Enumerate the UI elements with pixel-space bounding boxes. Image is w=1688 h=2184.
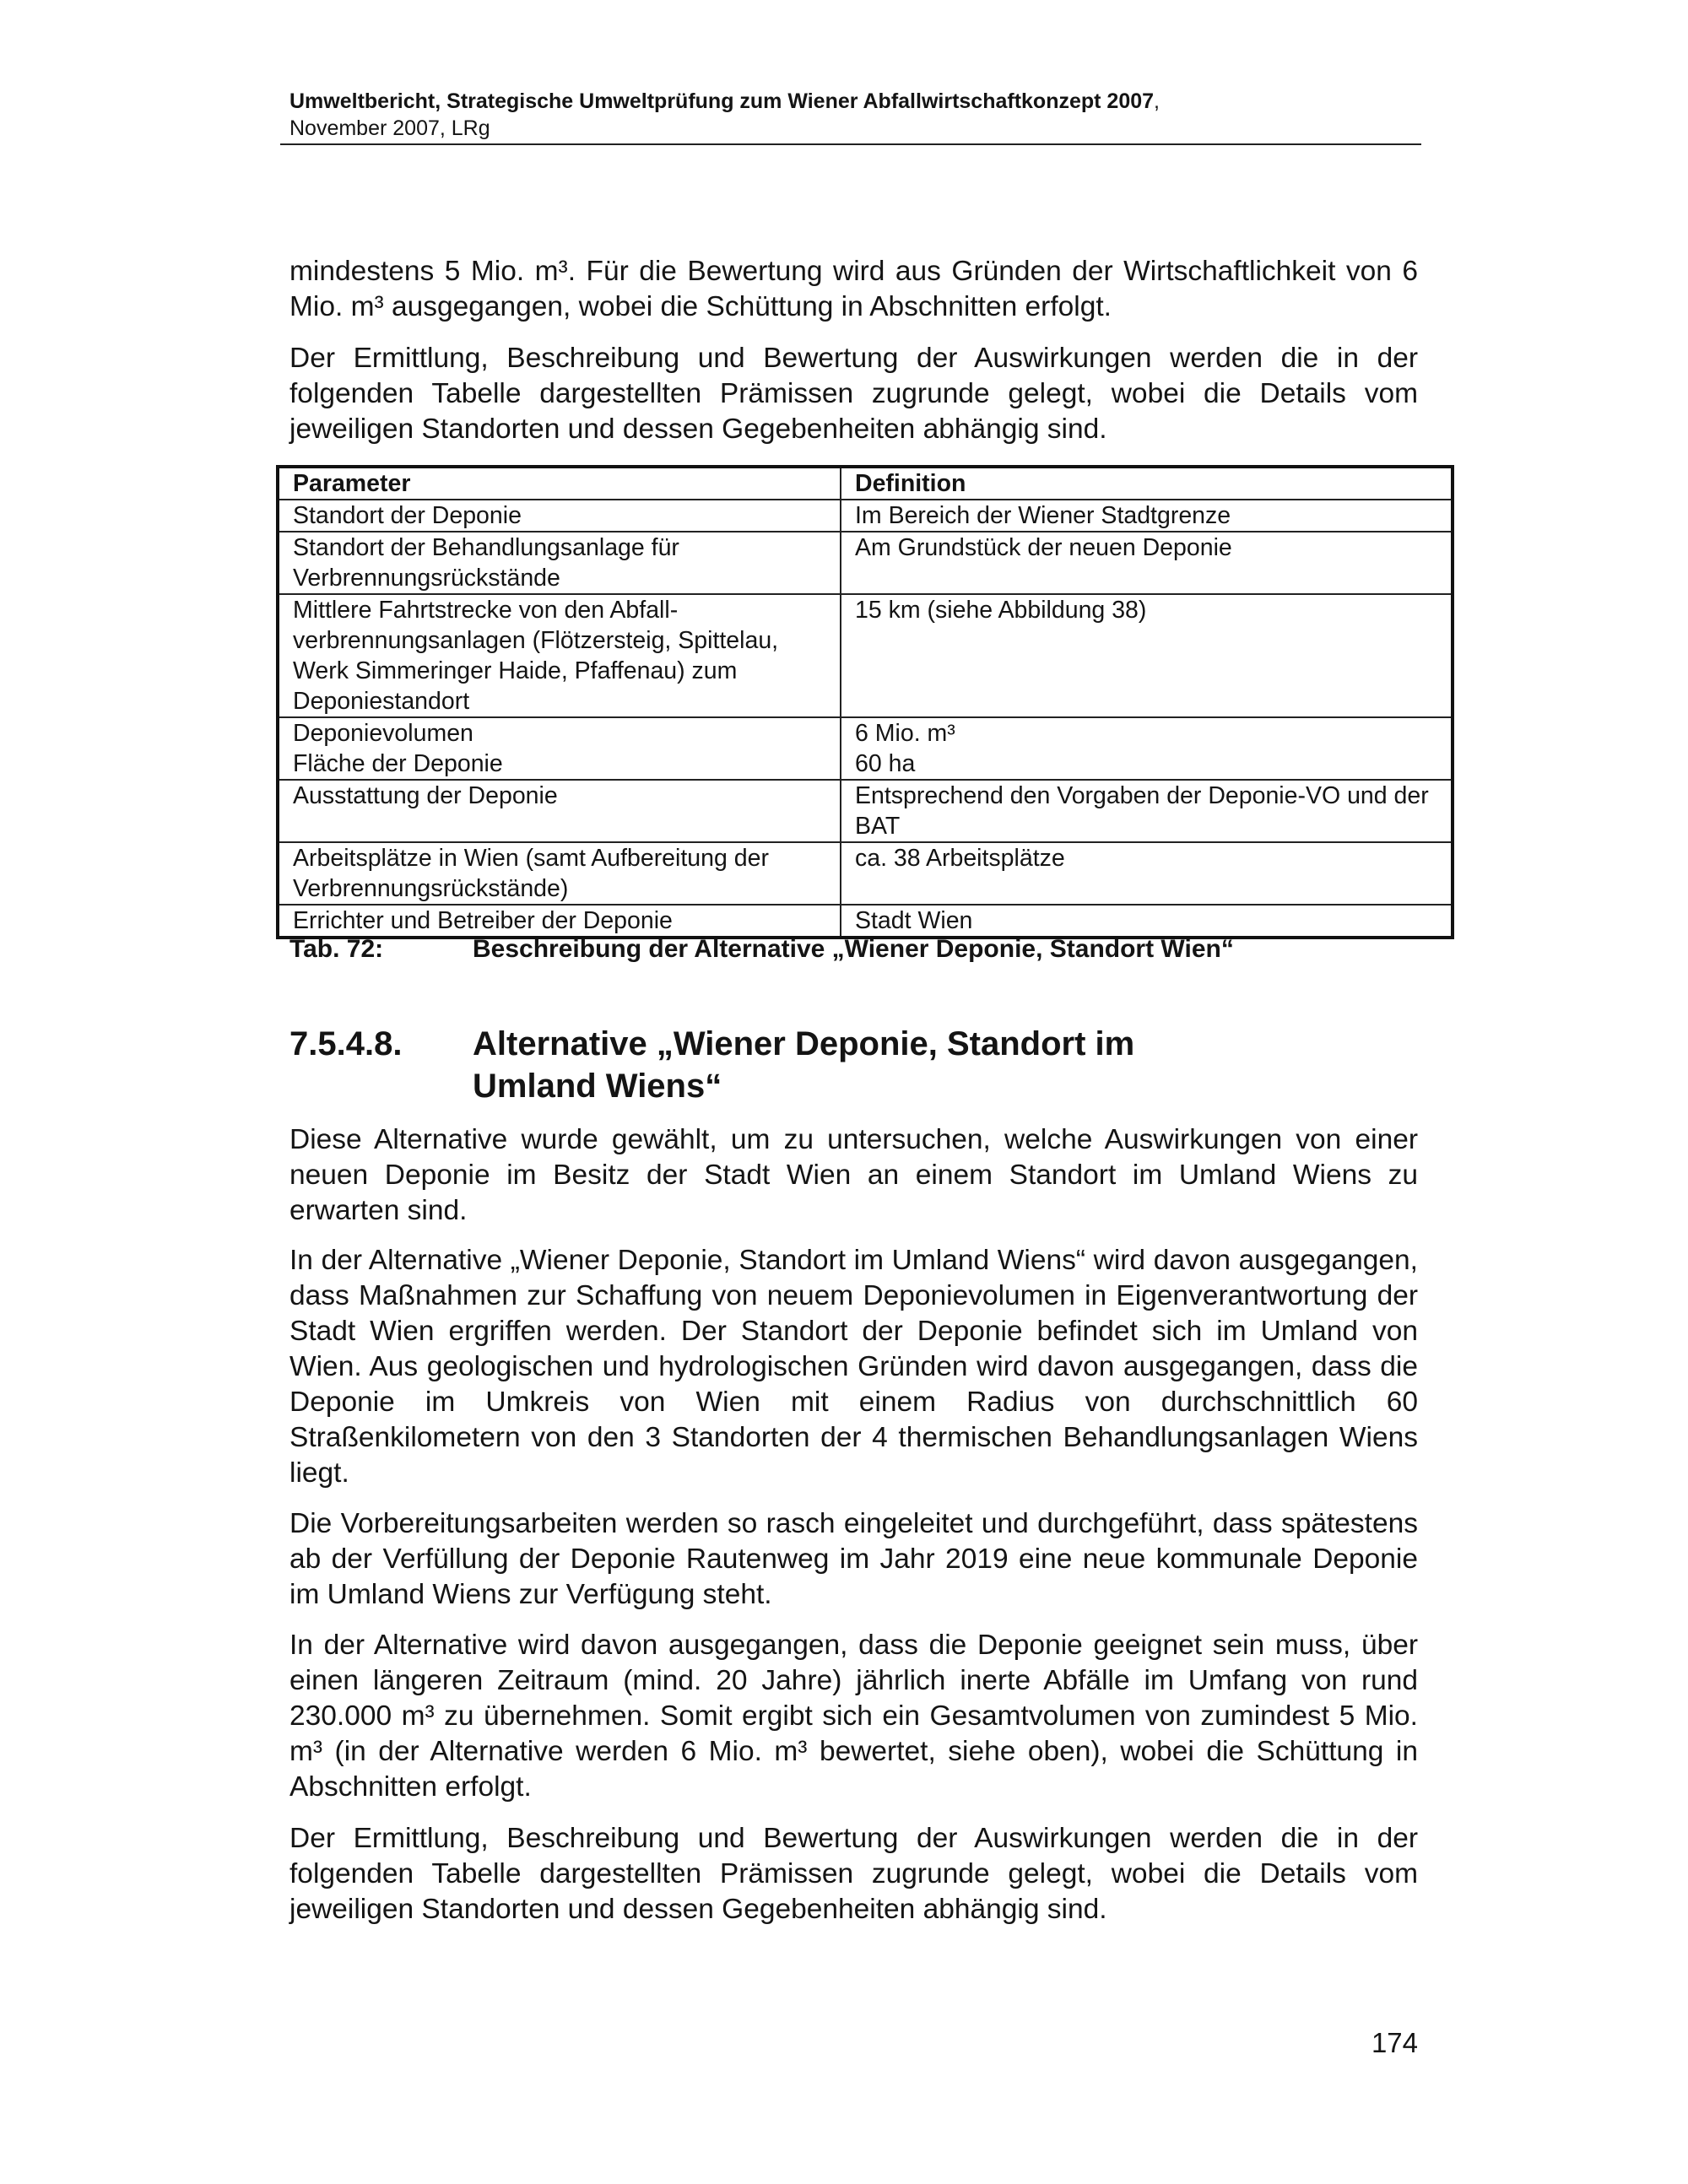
running-header: [289, 88, 1160, 142]
paragraph: Der Ermittlung, Beschreibung und Bewertung der Auswirkungen werden die in der folgenden Tabelle dargestellten Prämissen zugrunde gelegt, wobei die Details vom jeweiligen Standorten und dessen Gegebenheiten abhängig sind.: [289, 1823, 1418, 1925]
header-rule: [280, 143, 1421, 145]
caption-text: Beschreibung der Alternative „Wiener Deponie, Standort Wien“: [473, 935, 1234, 963]
premises-table: [276, 465, 1454, 939]
parameter-cell: Ausstattung der Deponie: [278, 780, 841, 842]
table-caption: [289, 933, 1234, 965]
parameter-cell: Standort der Behandlungsanlage für Verbrennungsrückstände: [278, 532, 841, 594]
definition-cell: [841, 717, 1453, 780]
parameter-cell: Arbeitsplätze in Wien (samt Aufbereitung der Verbrennungsrückstände): [278, 842, 841, 905]
column-header-definition: Definition: [841, 467, 1453, 500]
parameter-cell: [278, 717, 841, 780]
section-title: Alternative „Wiener Deponie, Standort im Umland Wiens“: [473, 1025, 1135, 1105]
header-title-suffix: ,: [1154, 89, 1160, 113]
section-number: 7.5.4.8.: [289, 1025, 403, 1062]
column-header-parameter: Parameter: [278, 467, 841, 500]
table-row: [278, 500, 1453, 532]
table-row: [278, 532, 1453, 594]
paragraph: Der Ermittlung, Beschreibung und Bewertung der Auswirkungen werden die in der folgenden Tabelle dargestellten Prämissen zugrunde gelegt, wobei die Details vom jeweiligen Standorten und dessen Gegebenheiten abhängig sind.: [289, 343, 1418, 445]
header-subtitle: November 2007, LRg: [289, 116, 490, 140]
definition-cell: Im Bereich der Wiener Stadtgrenze: [841, 500, 1453, 532]
header-title: Umweltbericht, Strategische Umweltprüfung zum Wiener Abfallwirtschaftkonzept 2007: [289, 89, 1155, 113]
parameter-cell: Standort der Deponie: [278, 500, 841, 532]
table-header-row: [278, 467, 1453, 500]
paragraph: mindestens 5 Mio. m³. Für die Bewertung wird aus Gründen der Wirtschaftlichkeit von 6 Mio. m³ ausgegangen, wobei die Schüttung in Abschnitten erfolgt.: [289, 256, 1418, 322]
table-row: [278, 594, 1453, 717]
page-number: 174: [1371, 2027, 1418, 2058]
parameter-line: Fläche der Deponie: [293, 750, 503, 777]
table-row: [278, 842, 1453, 905]
parameter-cell: Mittlere Fahrtstrecke von den Abfall-verbrennungsanlagen (Flötzersteig, Spittelau, Werk Simmeringer Haide, Pfaffenau) zum Deponiestandort: [278, 594, 841, 717]
parameter-cell: Errichter und Betreiber der Deponie: [278, 905, 841, 938]
definition-cell: Entsprechend den Vorgaben der Deponie-VO und der BAT: [841, 780, 1453, 842]
caption-label: Tab. 72:: [289, 935, 384, 963]
definition-cell: Am Grundstück der neuen Deponie: [841, 532, 1453, 594]
paragraph: Diese Alternative wurde gewählt, um zu untersuchen, welche Auswirkungen von einer neuen Deponie im Besitz der Stadt Wien an einem Standort im Umland Wiens zu erwarten sind.: [289, 1124, 1418, 1226]
paragraph: In der Alternative wird davon ausgegangen, dass die Deponie geeignet sein muss, über einen längeren Zeitraum (mind. 20 Jahre) jährlich inerte Abfälle im Umfang von rund 230.000 m³ zu übernehmen. Somit ergibt sich ein Gesamtvolumen von zumindest 5 Mio. m³ (in der Alternative werden 6 Mio. m³ bewertet, siehe oben), wobei die Schüttung in Abschnitten erfolgt.: [289, 1630, 1418, 1803]
definition-line: 60 ha: [855, 750, 916, 777]
definition-cell: 15 km (siehe Abbildung 38): [841, 594, 1453, 717]
table-row: [278, 717, 1453, 780]
paragraph: In der Alternative „Wiener Deponie, Standort im Umland Wiens“ wird davon ausgegangen, dass Maßnahmen zur Schaffung von neuem Deponievolumen in Eigenverantwortung der Stadt Wien ergriffen werden. Der Standort der Deponie befindet sich im Umland von Wien. Aus geologischen und hydrologischen Gründen wird davon ausgegangen, dass die Deponie im Umkreis von Wien mit einem Radius von durchschnittlich 60 Straßenkilometern von den 3 Standorten der 4 thermischen Behandlungsanlagen Wiens liegt.: [289, 1245, 1418, 1489]
definition-line: 6 Mio. m³: [855, 720, 955, 747]
definition-cell: Stadt Wien: [841, 905, 1453, 938]
table-row: [278, 780, 1453, 842]
paragraph: Die Vorbereitungsarbeiten werden so rasch eingeleitet und durchgeführt, dass spätestens ab der Verfüllung der Deponie Rautenweg im Jahr 2019 eine neue kommunale Deponie im Umland Wiens zur Verfügung steht.: [289, 1508, 1418, 1610]
parameter-line: Deponievolumen: [293, 720, 473, 747]
definition-cell: ca. 38 Arbeitsplätze: [841, 842, 1453, 905]
